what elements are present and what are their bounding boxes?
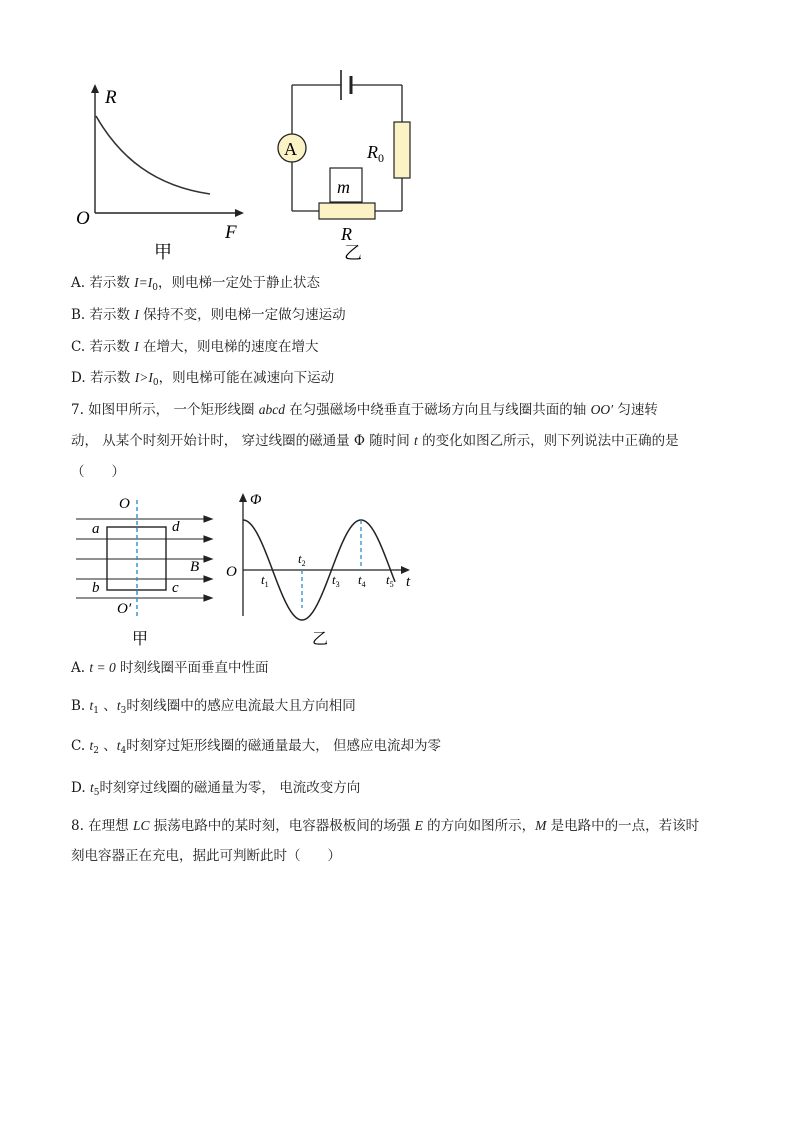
- resistor-r0: [394, 122, 410, 178]
- q7-stem-line1: 7. 如图甲所示， 一个矩形线圈 abcd 在匀强磁场中绕垂直于磁场方向且与线圈共面的轴 OO′ 匀速转: [71, 402, 658, 418]
- svg-text:a: a: [92, 521, 100, 537]
- q6-option-d: D. 若示数 $I>I_0$，则电梯可能在减速向下运动: [71, 370, 335, 388]
- q7-option-c: C. $t_2$ 、$t_4$时刻穿过矩形线圈的磁通量最大， 但感应电流却为零: [71, 738, 442, 756]
- q7-option-d: D. $t_5$时刻穿过线圈的磁通量为零， 电流改变方向: [71, 780, 361, 798]
- y-axis-label-r: R: [105, 87, 117, 108]
- coil-in-field-diagram: [68, 492, 218, 652]
- q7-option-b: B. $t_1$ 、$t_3$时刻线圈中的感应电流最大且方向相同: [71, 698, 356, 716]
- tick-label-t4: $t_4$: [358, 572, 366, 589]
- q6-option-c: C. 若示数 I 在增大，则电梯的速度在增大: [71, 339, 319, 355]
- tick-label-t3: $t_3$: [332, 572, 340, 589]
- figure-caption-jia: 甲: [154, 242, 172, 262]
- y-axis-label-phi: Φ: [250, 492, 262, 508]
- resistor-r0-label: $R_0$: [367, 142, 384, 165]
- figure-caption-jia-2: 甲: [132, 631, 149, 648]
- svg-text:O′: O′: [117, 601, 132, 617]
- q7-stem-line3: （ ）: [71, 464, 125, 480]
- svg-text:d: d: [172, 519, 180, 535]
- q6-option-b: B. 若示数 I 保持不变，则电梯一定做匀速运动: [71, 307, 346, 323]
- tick-label-t1: $t_1$: [261, 572, 269, 589]
- svg-text:O: O: [119, 496, 130, 512]
- svg-text:A: A: [284, 139, 297, 159]
- x-axis-label-t: t: [406, 574, 411, 590]
- flux-vs-time-graph: [220, 488, 420, 654]
- q8-stem-line2: 刻电容器正在充电，据此可判断此时（ ）: [71, 848, 341, 864]
- origin-label: O: [76, 208, 90, 229]
- q7-stem-line2: 动， 从某个时刻开始计时， 穿过线圈的磁通量 Φ 随时间 t 的变化如图乙所示，则下列说法中正确的是: [71, 433, 679, 449]
- pressure-resistor: [319, 203, 375, 219]
- svg-text:m: m: [337, 177, 350, 197]
- q7-option-a: A. t = 0 时刻线圈平面垂直中性面: [71, 660, 269, 676]
- field-label-b: B: [190, 559, 200, 575]
- pressure-resistor-label: R: [341, 224, 352, 244]
- tick-label-t5: $t_5$: [386, 572, 394, 589]
- figure-caption-yi: 乙: [344, 243, 362, 263]
- tick-label-t2: $t_2$: [298, 551, 306, 568]
- x-axis-label-f: F: [225, 222, 237, 243]
- origin-label-2: O: [226, 564, 237, 580]
- svg-text:b: b: [92, 580, 100, 596]
- graph-r-vs-f: [60, 78, 260, 268]
- q8-stem-line1: 8. 在理想 LC 振荡电路中的某时刻，电容器极板间的场强 E 的方向如图所示，M 是电路中的一点，若该时: [71, 818, 700, 834]
- circuit-diagram: [270, 62, 430, 267]
- figure-caption-yi-2: 乙: [312, 631, 329, 648]
- svg-text:c: c: [172, 580, 179, 596]
- q6-option-a: A. 若示数 $I=I_0$，则电梯一定处于静止状态: [71, 275, 320, 293]
